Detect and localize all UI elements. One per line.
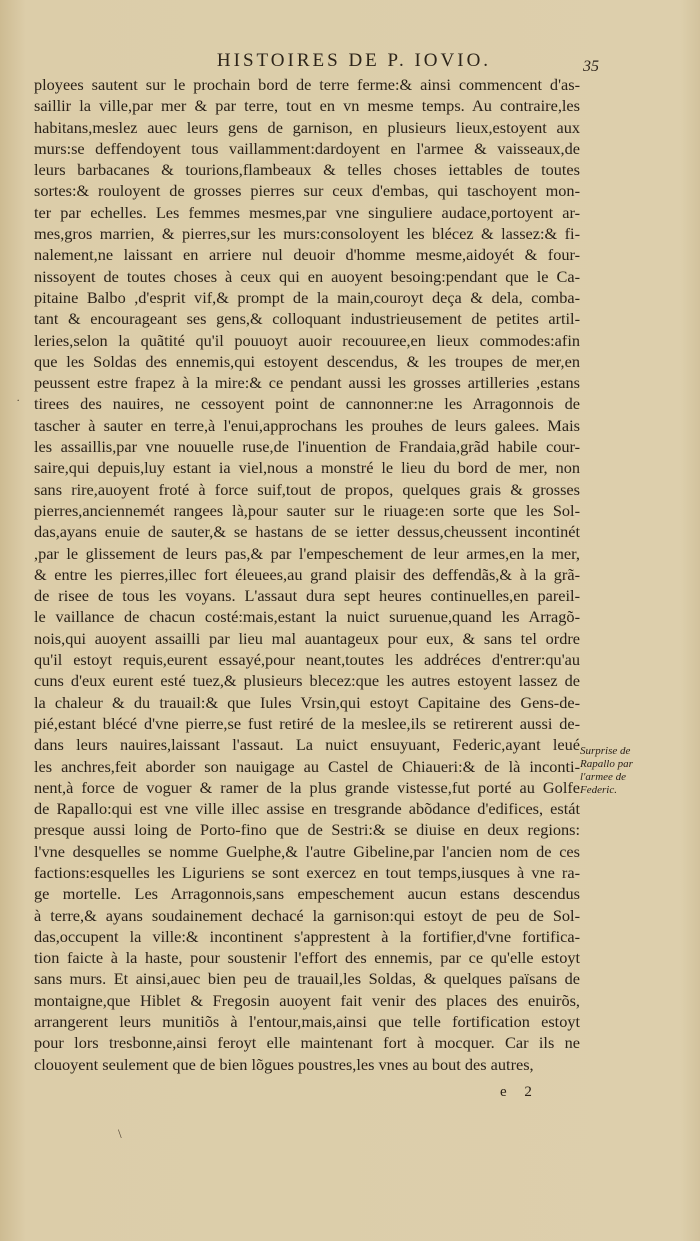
text-line: sortes:& rouloyent de grosses pierres sur ceux d'embas, qui taschoyent mon- <box>34 181 580 201</box>
text-line: nent,à force de voguer & ramer de la plus grande vistesse,fut porté au Golfe <box>34 777 580 797</box>
text-line: pié,estant blécé d'vne pierre,se fust retiré de la meslee,ils se retirerent aussi de- <box>34 713 580 733</box>
text-line: pitaine Balbo ,d'esprit vif,& prompt de la main,couroyt deça & dela, comba- <box>34 287 580 307</box>
margin-mark: ˙ <box>16 396 21 411</box>
text-line: à terre,& ayans soudainement dechacé la garnison:qui estoyt de peu de Sol- <box>34 905 580 925</box>
text-line: tant & encourageant ses gens,& colloquant industrieusement de petites artil- <box>34 309 580 329</box>
text-line: pour lors tresbonne,ainsi feroyt elle maintenant fort à mocquer. Car ils ne <box>34 1033 580 1053</box>
text-line: ge mortelle. Les Arragonnois,sans empeschement aucun estans descendus <box>34 884 580 904</box>
text-line: sans rire,auoyent froté à force suif,tout de propos, quelques grais & grosses <box>34 479 580 499</box>
text-line: saillir la ville,par mer & par terre, tout en vn mesme temps. Au contraire,les <box>34 96 580 116</box>
text-line: de Rapallo:qui est vne ville illec assise en tresgrande abõdance d'edifices, estát <box>34 799 580 819</box>
text-line: nalement,ne laissant en arriere nul deuoir d'homme mesme,aidoyét & four- <box>34 245 580 265</box>
text-line: tirees des nauires, ne cessoyent point de cannonner:ne les Arragonnois de <box>34 394 580 414</box>
page-number: 35 <box>583 58 599 75</box>
text-line: peussent estre frapez à la mire:& ce pendant aussi les grosses artilleries ,estans <box>34 373 580 393</box>
text-line: que les Soldas des ennemis,qui estoyent descendus, & les troupes de mer,en <box>34 351 580 371</box>
text-line: sans murs. Et ainsi,auec bien peu de trauail,les Soldas, & quelques païsans de <box>34 969 580 989</box>
text-line: mes,gros marrien, & pierres,sur les murs:consoloyent les blécez & lassez:& fi- <box>34 224 580 244</box>
text-line: ter par echelles. Les femmes mesmes,par vne singuliere audace,portoyent ar- <box>34 202 580 222</box>
text-line: ,par le glissement de leurs pas,& par l'empeschement de leur armes,en la mer, <box>34 543 580 563</box>
text-line: de risee de tous les voyans. L'assaut dura sept heures continuelles,en pareil- <box>34 586 580 606</box>
text-line: nois,qui auoyent assailli par lieu mal auantageux pour eux, & sans tel ordre <box>34 628 580 648</box>
running-title: HISTOIRES DE P. IOVIO. <box>216 50 492 71</box>
text-line: la chaleur & du trauail:& que Iules Vrsin,qui estoyt Capitaine des Gens-de- <box>34 692 580 712</box>
text-line: clouoyent seulement que de bien lõgues poustres,les vnes au bout des autres, <box>34 1054 534 1074</box>
margin-note-line: l'armee de <box>580 771 627 783</box>
text-line: cuns d'eux eurent esté tuez,& plusieurs blecez:que les autres estoyent lassez de <box>34 671 580 691</box>
text-line: les assaillis,par vne nouuelle ruse,de l'inuention de Frandaia,grãd habile cour- <box>34 437 580 457</box>
text-line: le vaillance de chacun costé:mais,estant la nuict suruenue,quand les Arragõ- <box>34 607 580 627</box>
text-line: qu'il estoyt requis,eurent essayé,pour neant,toutes les addréces d'entrer:qu'au <box>34 650 580 670</box>
text-line: saire,qui depuis,luy estant ia viel,nous a monstré le lieu du bord de mer, non <box>34 458 580 478</box>
text-line: nissoyent de toutes choses à ceux qui en auoyent besoing:pendant que le Ca- <box>34 266 580 286</box>
text-line: les anchres,feit aborder son nauigage au Castel de Chiaueri:& de là inconti- <box>34 756 580 776</box>
signature-mark: e 2 <box>500 1084 532 1100</box>
margin-note <box>580 745 642 797</box>
text-line: leurs barbacanes & tourions,flambeaux & telles choses iettables de toutes <box>34 160 580 180</box>
text-line: murs:se deffendoyent tous vaillamment:dardoyent en l'armee & vaisseaux,de <box>34 138 580 158</box>
text-line: ployees sautent sur le prochain bord de terre ferme:& ainsi commencent d'as- <box>34 75 580 94</box>
body-text <box>34 74 580 1075</box>
text-line: tion faicte à la haste, pour soustenir l'effort des ennemis, par ce qu'elle estoyt <box>34 948 580 968</box>
text-line: leries,selon la quãtité qu'il pouuoyt auoir recouuree,en lieux commodes:afin <box>34 330 580 350</box>
text-line: tascher à sauter en terre,à l'enui,approchans les prouhes de leurs galees. Mais <box>34 415 580 435</box>
text-line: arrangerent leurs munitiõs à l'entour,mais,ainsi que telle fortification estoyt <box>34 1012 580 1032</box>
margin-note-line: Rapallo par <box>580 758 633 770</box>
text-line: habitans,meslez auec leurs gens de garnison, en plusieurs lieux,estoyent aux <box>34 117 580 137</box>
text-line: factions:esquelles les Liguriens se sont exercez en tout temps,iusques à vne ra- <box>34 862 580 882</box>
margin-note-line: Federic. <box>580 784 617 796</box>
text-line: dans leurs nauires,laissant l'assaut. La nuict ensuyuant, Federic,ayant leué <box>34 735 580 755</box>
stray-mark: \ <box>118 1126 122 1141</box>
text-line: montaigne,que Hiblet & Fregosin auoyent fait venir des places des enuirõs, <box>34 990 580 1010</box>
text-line: das,ayans enuie de sauter,& se hastans de se ietter dessus,cheussent incontinét <box>34 522 580 542</box>
margin-note-line: Surprise de <box>580 745 631 757</box>
text-line: presque aussi loing de Porto-fino que de Sestri:& se diuise en deux regions: <box>34 820 580 840</box>
text-line: das,occupent la ville:& incontinent s'apprestent à la fortifier,d'vne fortifica- <box>34 926 580 946</box>
text-line: & entre les pierres,illec fort éleuees,au grand plaisir des deffendãs,& à la grã- <box>34 564 580 584</box>
text-line: l'vne desquelles se nomme Guelphe,& l'autre Gibeline,par l'ancien nom de ces <box>34 841 580 861</box>
text-line: pierres,anciennemét rangees là,pour sauter sur le riuage:en sorte que les Sol- <box>34 500 580 520</box>
